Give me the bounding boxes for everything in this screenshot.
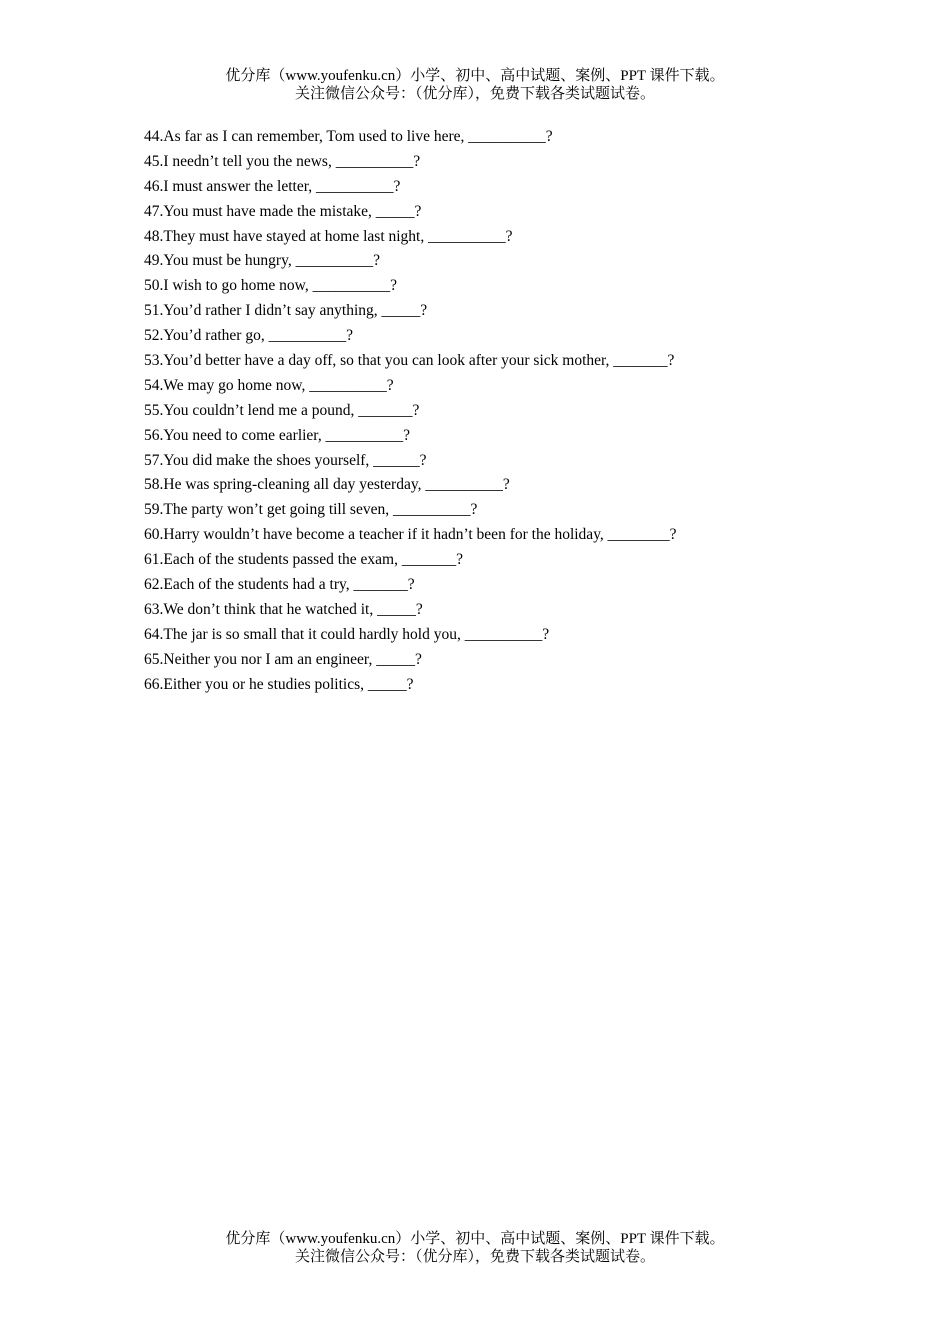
question-58: 58.He was spring-cleaning all day yesterday, __________? — [144, 476, 510, 494]
question-61: 61.Each of the students passed the exam, _______? — [144, 551, 463, 569]
question-51: 51.You’d rather I didn’t say anything, _____? — [144, 302, 428, 320]
header-site-line: 优分库（www.youfenku.cn）小学、初中、高中试题、案例、PPT 课件下载。 — [225, 68, 725, 84]
question-55: 55.You couldn’t lend me a pound, _______? — [144, 401, 420, 419]
footer-wechat-line: 关注微信公众号：（优分库），免费下载各类试题试卷。 — [294, 1249, 655, 1265]
question-66: 66.Either you or he studies politics, _____? — [144, 675, 414, 693]
question-49: 49.You must be hungry, __________? — [144, 252, 380, 270]
question-59: 59.The party won’t get going till seven, __________? — [144, 501, 478, 519]
question-63: 63.We don’t think that he watched it, _____? — [144, 600, 423, 618]
question-53: 53.You’d better have a day off, so that you can look after your sick mother, _______? — [144, 352, 675, 370]
question-48: 48.They must have stayed at home last night, __________? — [144, 227, 513, 245]
question-54: 54.We may go home now, __________? — [144, 376, 394, 394]
question-47: 47.You must have made the mistake, _____? — [144, 202, 422, 220]
question-62: 62.Each of the students had a try, _______? — [144, 576, 415, 594]
question-45: 45.I needn’t tell you the news, __________? — [144, 152, 421, 170]
page-footer — [0, 1230, 950, 1266]
question-52: 52.You’d rather go, __________? — [144, 327, 353, 345]
question-50: 50.I wish to go home now, __________? — [144, 277, 398, 295]
question-44: 44.As far as I can remember, Tom used to live here, __________? — [144, 128, 553, 145]
page-header — [0, 67, 950, 103]
question-60: 60.Harry wouldn’t have become a teacher if it hadn’t been for the holiday, ________? — [144, 526, 677, 544]
question-56: 56.You need to come earlier, __________? — [144, 426, 410, 444]
header-wechat-line: 关注微信公众号：（优分库），免费下载各类试题试卷。 — [294, 86, 655, 102]
question-57: 57.You did make the shoes yourself, ______? — [144, 451, 427, 469]
question-list — [144, 125, 844, 697]
question-64: 64.The jar is so small that it could hardly hold you, __________? — [144, 625, 550, 643]
question-46: 46.I must answer the letter, __________? — [144, 177, 401, 195]
question-65: 65.Neither you nor I am an engineer, _____? — [144, 650, 422, 668]
footer-site-line: 优分库（www.youfenku.cn）小学、初中、高中试题、案例、PPT 课件下载。 — [225, 1231, 725, 1247]
